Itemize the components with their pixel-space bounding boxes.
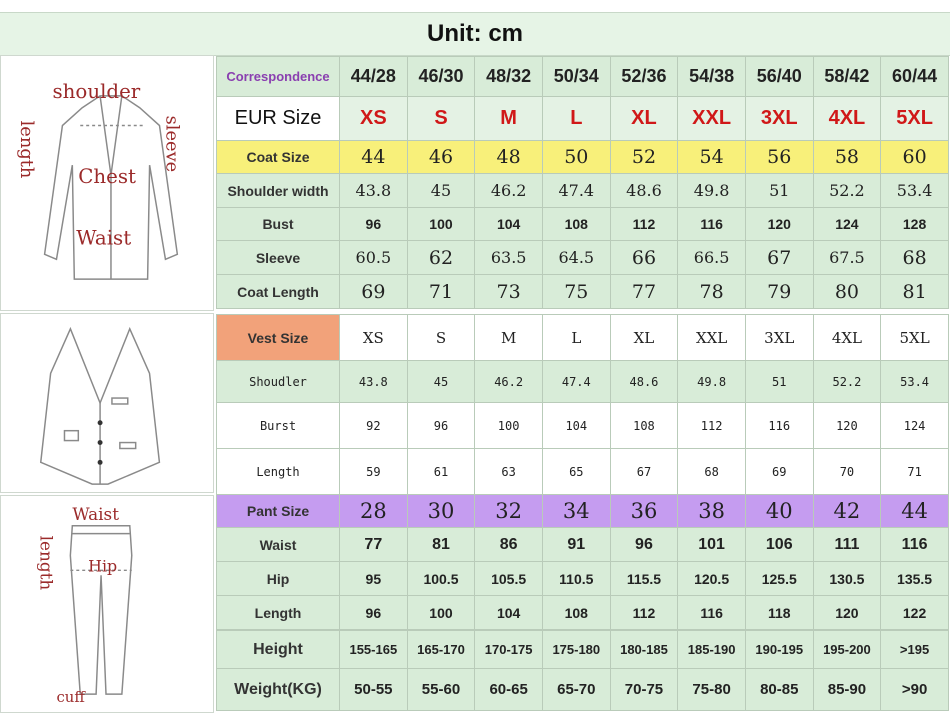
pant-size-cell: 42 xyxy=(813,495,881,528)
correspondence-cell: 48/32 xyxy=(475,57,543,97)
pant-hip-cell: 125.5 xyxy=(745,562,813,596)
pant-size-row xyxy=(217,495,949,528)
sleeve-cell: 60.5 xyxy=(340,241,408,275)
sleeve-cell: 66.5 xyxy=(678,241,746,275)
pant-size-cell: 30 xyxy=(407,495,475,528)
pant-length-cell: 120 xyxy=(813,596,881,630)
height-cell: 175-180 xyxy=(542,631,610,669)
sleeve-cell: 68 xyxy=(881,241,949,275)
height-cell: 155-165 xyxy=(340,631,408,669)
coat-length-cell: 69 xyxy=(340,275,408,309)
bust-cell: 120 xyxy=(745,208,813,241)
vest-shoulder-row xyxy=(217,361,949,403)
vest-shoulder-cell: 46.2 xyxy=(475,361,543,403)
pant-hip-cell: 115.5 xyxy=(610,562,678,596)
coat-length-label: Coat Length xyxy=(217,275,340,309)
weight-label: Weight(KG) xyxy=(217,669,340,711)
vest-shoulder-cell: 47.4 xyxy=(542,361,610,403)
coat-size-cell: 52 xyxy=(610,141,678,174)
vest-size-cell: L xyxy=(542,315,610,361)
eur-size-cell: XL xyxy=(610,97,678,141)
pant-waist-cell: 81 xyxy=(407,528,475,562)
pant-hip-cell: 95 xyxy=(340,562,408,596)
shoulder-width-cell: 49.8 xyxy=(678,174,746,208)
vest-bust-cell: 104 xyxy=(542,403,610,449)
coat-size-cell: 48 xyxy=(475,141,543,174)
coat-size-cell: 46 xyxy=(407,141,475,174)
jacket-illustration xyxy=(0,55,214,311)
vest-bust-row xyxy=(217,403,949,449)
pants-length-label: length xyxy=(36,535,57,591)
correspondence-cell: 56/40 xyxy=(745,57,813,97)
pant-hip-cell: 100.5 xyxy=(407,562,475,596)
bust-cell: 100 xyxy=(407,208,475,241)
pant-hip-cell: 120.5 xyxy=(678,562,746,596)
shoulder-width-label: Shoulder width xyxy=(217,174,340,208)
pant-hip-cell: 105.5 xyxy=(475,562,543,596)
coat-size-cell: 58 xyxy=(813,141,881,174)
coat-size-cell: 60 xyxy=(881,141,949,174)
vest-bust-cell: 116 xyxy=(745,403,813,449)
pant-length-cell: 108 xyxy=(542,596,610,630)
correspondence-cell: 46/30 xyxy=(407,57,475,97)
vest-length-cell: 70 xyxy=(813,449,881,495)
vest-outline-icon xyxy=(1,314,213,492)
jacket-shoulder-label: shoulder xyxy=(52,79,141,103)
coat-size-cell: 50 xyxy=(542,141,610,174)
vest-shoulder-cell: 49.8 xyxy=(678,361,746,403)
page-title: Unit: cm xyxy=(0,12,950,56)
weight-cell: 80-85 xyxy=(745,669,813,711)
bust-row xyxy=(217,208,949,241)
pant-size-cell: 38 xyxy=(678,495,746,528)
coat-size-row xyxy=(217,141,949,174)
pant-size-cell: 28 xyxy=(340,495,408,528)
vest-length-cell: 71 xyxy=(881,449,949,495)
pants-outline-icon xyxy=(1,496,213,712)
shoulder-width-cell: 53.4 xyxy=(881,174,949,208)
vest-button-icon xyxy=(98,420,103,425)
weight-cell: 60-65 xyxy=(475,669,543,711)
pant-size-cell: 36 xyxy=(610,495,678,528)
weight-cell: 65-70 xyxy=(542,669,610,711)
pant-length-cell: 118 xyxy=(745,596,813,630)
vest-size-cell: 4XL xyxy=(813,315,881,361)
coat-length-cell: 77 xyxy=(610,275,678,309)
bust-cell: 108 xyxy=(542,208,610,241)
sleeve-cell: 64.5 xyxy=(542,241,610,275)
weight-cell: 75-80 xyxy=(678,669,746,711)
height-cell: 180-185 xyxy=(610,631,678,669)
correspondence-cell: 44/28 xyxy=(340,57,408,97)
vest-size-cell: XXL xyxy=(678,315,746,361)
coat-length-cell: 81 xyxy=(881,275,949,309)
pant-length-cell: 122 xyxy=(881,596,949,630)
vest-illustration xyxy=(0,313,214,493)
shoulder-width-cell: 48.6 xyxy=(610,174,678,208)
vest-length-label: Length xyxy=(217,449,340,495)
correspondence-cell: 52/36 xyxy=(610,57,678,97)
height-cell: 165-170 xyxy=(407,631,475,669)
jacket-length-label: length xyxy=(15,120,37,179)
pant-waist-cell: 101 xyxy=(678,528,746,562)
height-cell: 190-195 xyxy=(745,631,813,669)
pant-length-cell: 104 xyxy=(475,596,543,630)
correspondence-label: Correspondence xyxy=(217,57,340,97)
pants-cuff-label: cuff xyxy=(56,688,85,707)
eur-size-cell: 4XL xyxy=(813,97,881,141)
bust-label: Bust xyxy=(217,208,340,241)
bust-cell: 124 xyxy=(813,208,881,241)
pants-hip-label: Hip xyxy=(88,556,118,576)
pant-waist-row xyxy=(217,528,949,562)
vest-shoulder-cell: 51 xyxy=(745,361,813,403)
bust-cell: 96 xyxy=(340,208,408,241)
shoulder-width-cell: 45 xyxy=(407,174,475,208)
vest-length-cell: 65 xyxy=(542,449,610,495)
pant-hip-cell: 110.5 xyxy=(542,562,610,596)
vest-shoulder-cell: 48.6 xyxy=(610,361,678,403)
pant-length-cell: 112 xyxy=(610,596,678,630)
sleeve-cell: 62 xyxy=(407,241,475,275)
eur-size-cell: 5XL xyxy=(881,97,949,141)
vest-size-cell: 5XL xyxy=(881,315,949,361)
weight-row xyxy=(217,669,949,711)
eur-size-row xyxy=(217,97,949,141)
vest-shoulder-cell: 45 xyxy=(407,361,475,403)
jacket-chest-label: Chest xyxy=(78,165,137,189)
sleeve-row xyxy=(217,241,949,275)
pants-waist-label: Waist xyxy=(72,503,119,524)
shoulder-width-cell: 46.2 xyxy=(475,174,543,208)
vest-size-label: Vest Size xyxy=(217,315,340,361)
sleeve-cell: 63.5 xyxy=(475,241,543,275)
pant-size-cell: 40 xyxy=(745,495,813,528)
coat-length-cell: 71 xyxy=(407,275,475,309)
vest-bust-cell: 120 xyxy=(813,403,881,449)
vest-size-cell: 3XL xyxy=(745,315,813,361)
pant-waist-cell: 106 xyxy=(745,528,813,562)
shoulder-width-cell: 47.4 xyxy=(542,174,610,208)
coat-length-cell: 73 xyxy=(475,275,543,309)
weight-cell: 70-75 xyxy=(610,669,678,711)
jacket-sleeve-label: sleeve xyxy=(161,115,183,173)
pant-size-cell: 32 xyxy=(475,495,543,528)
shoulder-width-cell: 43.8 xyxy=(340,174,408,208)
coat-length-row xyxy=(217,275,949,309)
correspondence-cell: 58/42 xyxy=(813,57,881,97)
vest-shoulder-label: Shoudler xyxy=(217,361,340,403)
pant-waist-label: Waist xyxy=(217,528,340,562)
pant-length-row xyxy=(217,596,949,630)
pant-length-cell: 100 xyxy=(407,596,475,630)
jacket-outline-icon xyxy=(1,56,213,310)
eur-size-label: EUR Size xyxy=(217,97,340,141)
sleeve-cell: 66 xyxy=(610,241,678,275)
vest-bust-cell: 112 xyxy=(678,403,746,449)
shoulder-width-cell: 52.2 xyxy=(813,174,881,208)
eur-size-cell: S xyxy=(407,97,475,141)
weight-cell: 55-60 xyxy=(407,669,475,711)
shoulder-width-row xyxy=(217,174,949,208)
vest-bust-cell: 100 xyxy=(475,403,543,449)
vest-length-cell: 63 xyxy=(475,449,543,495)
correspondence-cell: 50/34 xyxy=(542,57,610,97)
vest-bust-cell: 124 xyxy=(881,403,949,449)
correspondence-row xyxy=(217,57,949,97)
weight-cell: 50-55 xyxy=(340,669,408,711)
height-cell: 170-175 xyxy=(475,631,543,669)
eur-size-cell: XXL xyxy=(678,97,746,141)
pant-waist-cell: 111 xyxy=(813,528,881,562)
bust-cell: 128 xyxy=(881,208,949,241)
height-cell: >195 xyxy=(881,631,949,669)
vest-shoulder-cell: 53.4 xyxy=(881,361,949,403)
vest-shoulder-cell: 52.2 xyxy=(813,361,881,403)
eur-size-cell: M xyxy=(475,97,543,141)
pant-size-cell: 34 xyxy=(542,495,610,528)
pant-waist-cell: 91 xyxy=(542,528,610,562)
height-row xyxy=(217,631,949,669)
coat-size-table xyxy=(216,56,949,309)
pant-length-cell: 96 xyxy=(340,596,408,630)
weight-cell: >90 xyxy=(881,669,949,711)
height-cell: 185-190 xyxy=(678,631,746,669)
pant-waist-cell: 86 xyxy=(475,528,543,562)
coat-length-cell: 75 xyxy=(542,275,610,309)
pant-length-label: Length xyxy=(217,596,340,630)
coat-length-cell: 78 xyxy=(678,275,746,309)
vest-length-row xyxy=(217,449,949,495)
vest-length-cell: 68 xyxy=(678,449,746,495)
vest-bust-cell: 96 xyxy=(407,403,475,449)
vest-size-cell: M xyxy=(475,315,543,361)
coat-size-cell: 56 xyxy=(745,141,813,174)
vest-shoulder-cell: 43.8 xyxy=(340,361,408,403)
pant-waist-cell: 96 xyxy=(610,528,678,562)
pant-size-cell: 44 xyxy=(881,495,949,528)
vest-size-cell: XS xyxy=(340,315,408,361)
vest-length-cell: 61 xyxy=(407,449,475,495)
vest-button-icon xyxy=(98,440,103,445)
pants-illustration xyxy=(0,495,214,713)
pant-waist-cell: 116 xyxy=(881,528,949,562)
coat-size-label: Coat Size xyxy=(217,141,340,174)
body-size-table xyxy=(216,630,949,711)
pant-size-table xyxy=(216,494,949,630)
vest-bust-cell: 108 xyxy=(610,403,678,449)
vest-size-cell: XL xyxy=(610,315,678,361)
height-cell: 195-200 xyxy=(813,631,881,669)
pant-hip-cell: 130.5 xyxy=(813,562,881,596)
vest-length-cell: 59 xyxy=(340,449,408,495)
bust-cell: 112 xyxy=(610,208,678,241)
bust-cell: 116 xyxy=(678,208,746,241)
correspondence-cell: 54/38 xyxy=(678,57,746,97)
vest-button-icon xyxy=(98,460,103,465)
vest-length-cell: 69 xyxy=(745,449,813,495)
correspondence-cell: 60/44 xyxy=(881,57,949,97)
coat-length-cell: 79 xyxy=(745,275,813,309)
vest-bust-label: Burst xyxy=(217,403,340,449)
height-label: Height xyxy=(217,631,340,669)
coat-length-cell: 80 xyxy=(813,275,881,309)
vest-size-table xyxy=(216,314,949,495)
eur-size-cell: XS xyxy=(340,97,408,141)
pant-hip-label: Hip xyxy=(217,562,340,596)
eur-size-cell: 3XL xyxy=(745,97,813,141)
vest-size-cell: S xyxy=(407,315,475,361)
pant-hip-cell: 135.5 xyxy=(881,562,949,596)
bust-cell: 104 xyxy=(475,208,543,241)
coat-size-cell: 54 xyxy=(678,141,746,174)
coat-size-cell: 44 xyxy=(340,141,408,174)
vest-length-cell: 67 xyxy=(610,449,678,495)
pant-size-label: Pant Size xyxy=(217,495,340,528)
sleeve-label: Sleeve xyxy=(217,241,340,275)
sleeve-cell: 67.5 xyxy=(813,241,881,275)
pant-waist-cell: 77 xyxy=(340,528,408,562)
eur-size-cell: L xyxy=(542,97,610,141)
weight-cell: 85-90 xyxy=(813,669,881,711)
vest-bust-cell: 92 xyxy=(340,403,408,449)
pant-length-cell: 116 xyxy=(678,596,746,630)
shoulder-width-cell: 51 xyxy=(745,174,813,208)
pant-hip-row xyxy=(217,562,949,596)
jacket-waist-label: Waist xyxy=(76,226,132,250)
sleeve-cell: 67 xyxy=(745,241,813,275)
vest-size-row xyxy=(217,315,949,361)
